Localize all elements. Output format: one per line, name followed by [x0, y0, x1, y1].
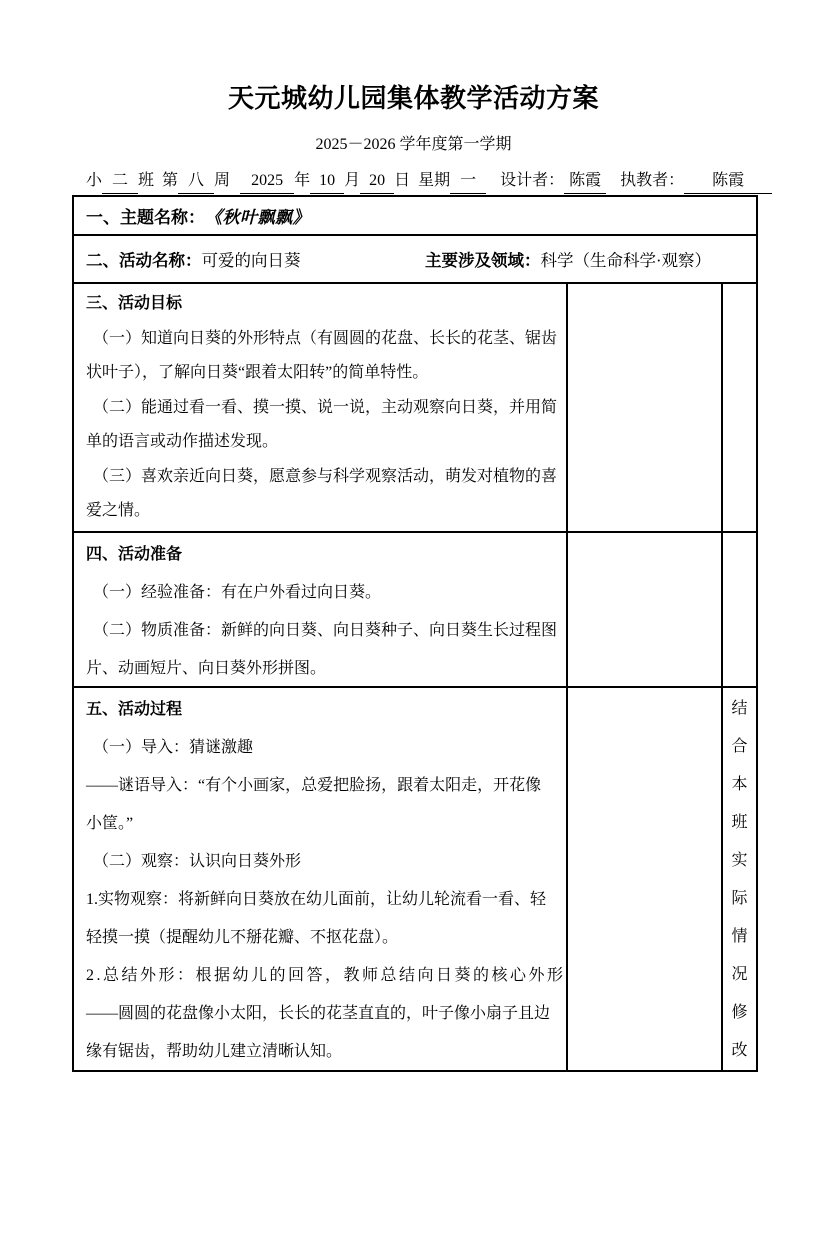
activity-value: 可爱的向日葵	[201, 251, 301, 270]
weekday-prefix: 星期	[418, 172, 451, 189]
side-note-char: 改	[731, 1042, 748, 1059]
process-line: 2.总结外形：根据幼儿的回答，教师总结向日葵的核心外形	[86, 967, 566, 984]
week-blank: 八	[178, 170, 214, 194]
goals-heading: 三、活动目标	[86, 295, 183, 312]
process-line: ——谜语导入：“有个小画家，总爱把脸扬，跟着太阳走，开花像	[86, 777, 542, 794]
side-note-char: 本	[731, 776, 748, 793]
goals-line: 爱之情。	[86, 502, 151, 519]
side-note-char: 际	[731, 890, 748, 907]
goals-side-cell	[723, 284, 756, 531]
theme-label: 一、主题名称：	[86, 208, 205, 227]
row-goals	[74, 284, 756, 533]
side-note-char: 班	[731, 814, 748, 831]
class-suffix: 班	[138, 172, 155, 189]
process-cell	[74, 688, 568, 1070]
side-note-char: 合	[731, 738, 748, 755]
day-suffix: 日	[394, 172, 411, 189]
domain-group	[425, 236, 711, 282]
process-line: （一）导入：猜谜激趣	[93, 739, 254, 756]
goals-line: 单的语言或动作描述发现。	[86, 433, 279, 450]
teacher-label: 执教者：	[620, 172, 685, 189]
page-title: 天元城幼儿园集体教学活动方案	[227, 83, 599, 113]
row-process	[74, 688, 756, 1070]
row-theme-name	[74, 197, 756, 236]
week-prefix: 第	[162, 172, 179, 189]
class-blank: 二	[102, 170, 138, 194]
process-line: （二）观察：认识向日葵外形	[93, 853, 302, 870]
preparation-line: （二）物质准备：新鲜的向日葵、向日葵种子、向日葵生长过程图	[93, 622, 558, 639]
month-suffix: 月	[344, 172, 361, 189]
goals-line: （三）喜欢亲近向日葵，愿意参与科学观察活动，萌发对植物的喜	[93, 467, 558, 485]
goals-cell	[74, 284, 568, 531]
weekday-blank: 一	[450, 170, 486, 194]
preparation-notes-cell	[568, 533, 723, 686]
year-blank: 2025	[240, 170, 294, 194]
domain-value: 科学（生命科学·观察）	[540, 251, 711, 270]
preparation-side-cell	[723, 533, 756, 686]
week-suffix: 周	[214, 172, 231, 189]
preparation-line: （一）经验准备：有在户外看过向日葵。	[93, 584, 382, 601]
class-prefix: 小	[86, 172, 103, 189]
year-suffix: 年	[294, 172, 311, 189]
side-note-char: 况	[731, 966, 748, 983]
side-note-char: 结	[731, 700, 748, 717]
row-activity-name	[74, 236, 756, 284]
document-page	[0, 82, 827, 1252]
side-note-char: 实	[731, 852, 748, 869]
month-blank: 10	[310, 170, 344, 194]
goals-line: 状叶子），了解向日葵“跟着太阳转”的简单特性。	[86, 364, 429, 381]
plan-table	[72, 195, 758, 1072]
theme-value: 《秋叶飘飘》	[205, 208, 310, 227]
side-note-char: 情	[731, 928, 748, 945]
designer-blank: 陈霞	[564, 170, 606, 194]
process-line: ——圆圆的花盘像小太阳，长长的花茎直直的，叶子像小扇子且边	[86, 1005, 551, 1022]
goals-line: （二）能通过看一看、摸一摸、说一说，主动观察向日葵，并用简	[93, 398, 558, 416]
process-side-note	[723, 688, 756, 1070]
preparation-line: 片、动画短片、向日葵外形拼图。	[86, 660, 327, 677]
goals-notes-cell	[568, 284, 723, 531]
process-line: 缘有锯齿，帮助幼儿建立清晰认知。	[86, 1043, 343, 1060]
row-preparation	[74, 533, 756, 688]
process-notes-cell	[568, 688, 723, 1070]
header-info-line	[86, 168, 827, 194]
designer-label: 设计者：	[500, 172, 565, 189]
preparation-cell	[74, 533, 568, 686]
process-line: 轻摸一摸（提醒幼儿不掰花瓣、不抠花盘）。	[86, 929, 399, 946]
goals-line: （一）知道向日葵的外形特点（有圆圆的花盘、长长的花茎、锯齿	[93, 329, 558, 347]
preparation-heading: 四、活动准备	[86, 546, 183, 563]
teacher-blank: 陈霞	[684, 170, 772, 194]
activity-label: 二、活动名称：	[86, 252, 202, 270]
day-blank: 20	[360, 170, 394, 194]
process-heading: 五、活动过程	[86, 701, 183, 718]
process-line: 小筐。”	[86, 815, 134, 832]
page-subtitle: 2025－2026 学年度第一学期	[315, 136, 512, 153]
side-note-char: 修	[731, 1004, 748, 1021]
process-line: 1.实物观察：将新鲜向日葵放在幼儿面前，让幼儿轮流看一看、轻	[86, 891, 547, 908]
domain-label: 主要涉及领域：	[425, 252, 541, 270]
